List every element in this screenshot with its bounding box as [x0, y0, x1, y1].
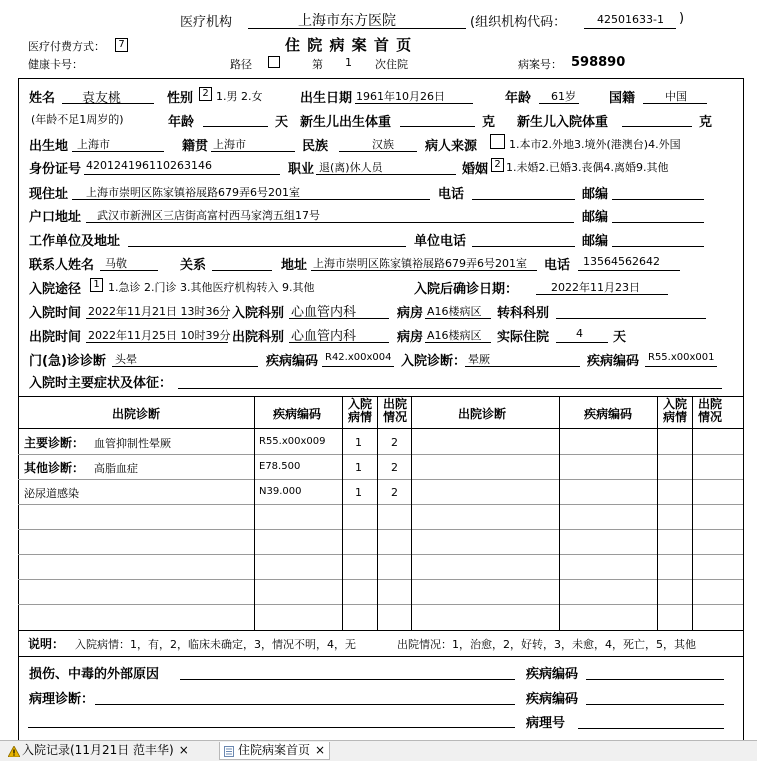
confirm-date: 2022年11月23日: [551, 281, 640, 294]
path-dx-label: 病理诊断：: [29, 692, 95, 707]
days-label: 实际住院: [497, 330, 550, 345]
org-code-close: ): [679, 11, 685, 26]
name-line: [62, 103, 154, 104]
other-dx-code: E78.500: [259, 461, 301, 472]
contact-addr-label: 地址: [281, 258, 308, 273]
age-line: [539, 103, 579, 104]
hukou-label: 户口地址: [29, 210, 82, 225]
contact-name: 马敬: [105, 257, 127, 270]
out-dept-line: [289, 342, 389, 343]
out-dept: 心血管内科: [291, 329, 357, 344]
job-line: [316, 174, 456, 175]
birth-date: 1961年10月26日: [356, 90, 445, 103]
tab-admission-record[interactable]: [4, 742, 193, 759]
col-line: [411, 396, 412, 630]
out-dept-label: 出院科别: [232, 330, 285, 345]
id-number: 420124196110263146: [86, 159, 212, 172]
third-dx-code: N39.000: [259, 486, 302, 497]
row-line: [18, 529, 743, 530]
ward-line2: [425, 342, 491, 343]
row-line: [18, 604, 743, 605]
gram-unit2: 克: [699, 115, 713, 130]
contact-addr-line: [311, 270, 537, 271]
row-line: [18, 504, 743, 505]
page-title: 住 院 病 案 首 页: [285, 36, 413, 54]
contact-name-line: [100, 270, 158, 271]
injury-line: [180, 679, 515, 680]
phone-line: [472, 199, 575, 200]
pay-label: 医疗付费方式：: [28, 40, 105, 53]
col-line: [559, 396, 560, 630]
clinic-dx-label: 门(急)诊诊断: [29, 354, 106, 369]
org-code-label: (组织机构代码：: [470, 15, 567, 30]
header-code-2: 疾病编码: [584, 407, 633, 421]
contact-phone: 13564562642: [583, 255, 660, 268]
col-line: [342, 396, 343, 630]
in-time-line: [86, 318, 228, 319]
in-dept-line: [289, 318, 389, 319]
birth-line: [355, 103, 473, 104]
org-code: 42501633-1: [597, 13, 664, 26]
source-label: 病人来源: [425, 139, 478, 154]
post-line: [612, 199, 704, 200]
nb-adm-weight-label: 新生儿入院体重: [517, 115, 609, 130]
document-icon: [224, 745, 235, 756]
in-dept-label: 入院科别: [232, 306, 285, 321]
main-dx-code: R55.x00x009: [259, 436, 326, 447]
other-dx-in: 1: [355, 461, 362, 474]
ethnic-label: 民族: [302, 139, 329, 154]
header-discharge-dx-2: 出院诊断: [458, 407, 507, 421]
ward-value2: A16楼病区: [427, 329, 482, 342]
path-code-line: [586, 704, 724, 705]
frame-top: [18, 78, 743, 79]
clinic-dx-line: [112, 366, 258, 367]
note-in-condition: 入院病情：1，有，2，临床未确定，3，情况不明，4，无: [75, 638, 356, 651]
id-label: 身份证号: [29, 162, 82, 177]
in-time: 2022年11月21日 13时36分: [88, 305, 231, 318]
col-line: [254, 396, 255, 630]
org-label: 医疗机构: [180, 15, 233, 30]
clinic-code-line: [322, 366, 394, 367]
main-dx-prefix: 主要诊断：: [24, 436, 85, 450]
injury-label: 损伤、中毒的外部原因: [29, 667, 160, 682]
phone-label: 电话: [438, 187, 465, 202]
route-label: 入院途径: [29, 282, 82, 297]
frame-left: [18, 78, 19, 740]
nb-weight-label: 新生儿出生体重: [300, 115, 392, 130]
name-label: 姓名: [29, 91, 56, 106]
table-header-bottom: [18, 428, 743, 429]
transfer-label: 转科科别: [497, 306, 550, 321]
path-dx-line-2: [28, 727, 515, 728]
out-time-line: [86, 342, 228, 343]
source-options: 1.本市2.外地3.境外(港澳台)4.外国: [509, 138, 681, 151]
times-label: 次住院: [375, 58, 408, 71]
close-icon[interactable]: ×: [178, 743, 189, 757]
work-line: [128, 246, 406, 247]
post-label2: 邮编: [582, 210, 609, 225]
path-dx-line: [95, 704, 515, 705]
hukou-value: 武汉市新洲区三店街高富村西马家湾五组17号: [97, 209, 320, 222]
address-label: 现住址: [29, 187, 69, 202]
nation-label: 国籍: [609, 91, 636, 106]
injury-code-label: 疾病编码: [526, 667, 579, 682]
nation-value: 中国: [665, 90, 687, 103]
other-dx-out: 2: [391, 461, 398, 474]
id-line: [84, 174, 280, 175]
route-box[interactable]: 1: [90, 277, 103, 292]
post-label: 邮编: [582, 187, 609, 202]
table-top: [18, 396, 743, 397]
tab-case-front-label: 住院病案首页: [238, 743, 311, 757]
in-dx-line: [465, 366, 580, 367]
hukou-line: [86, 222, 574, 223]
job-value: 退(离)休人员: [319, 161, 383, 174]
ethnic-value: 汉族: [372, 138, 394, 151]
tab-admission-label: 入院记录(11月21日 范丰华): [22, 743, 174, 757]
post-line2: [612, 222, 704, 223]
header-in-condition-2: 入院病情: [662, 397, 687, 424]
route-options: 1.急诊 2.门诊 3.其他医疗机构转入 9.其他: [108, 281, 315, 294]
path-no-line: [578, 728, 724, 729]
org-code-line: [584, 28, 676, 29]
infant-age-label: 年龄: [168, 115, 195, 130]
symptom-label: 入院时主要症状及体征：: [29, 376, 173, 391]
other-dx-name: 高脂血症: [94, 462, 138, 475]
ward-line: [425, 318, 491, 319]
pay-box[interactable]: 7: [115, 37, 128, 52]
address-line: [72, 199, 430, 200]
native-value: 上海市: [213, 138, 246, 151]
col-line: [657, 396, 658, 630]
ward-label2: 病房: [397, 330, 424, 345]
work-phone-line: [472, 246, 575, 247]
col-line: [377, 396, 378, 630]
row-line: [18, 454, 743, 455]
address-value: 上海市崇明区陈家镇裕展路679弄6号201室: [86, 186, 300, 199]
native-label: 籍贯: [182, 139, 209, 154]
clinic-code: R42.x00x004: [325, 352, 392, 363]
main-dx-out: 2: [391, 436, 398, 449]
nth-label: 第: [312, 58, 323, 71]
other-dx-prefix: 其他诊断：: [24, 461, 85, 475]
in-time-label: 入院时间: [29, 306, 82, 321]
note-label: 说明：: [28, 637, 65, 651]
case-no-label: 病案号：: [518, 58, 562, 71]
out-time: 2022年11月25日 10时39分: [88, 329, 231, 342]
in-code: R55.x00x001: [648, 352, 715, 363]
sex-options: 1.男 2.女: [216, 90, 263, 103]
day-unit: 天: [275, 115, 289, 130]
marriage-options: 1.未婚2.已婚3.丧偶4.离婚9.其他: [506, 161, 669, 174]
row-line: [18, 554, 743, 555]
relation-line: [212, 270, 272, 271]
age-label: 年龄: [505, 91, 532, 106]
nb-weight-line: [400, 126, 475, 127]
in-code-label: 疾病编码: [587, 354, 640, 369]
health-card-label: 健康卡号：: [28, 58, 83, 71]
days-unit: 天: [613, 330, 627, 345]
col-line: [692, 396, 693, 630]
post-line3: [612, 246, 704, 247]
footer-top-line: [18, 656, 743, 657]
confirm-line: [536, 294, 668, 295]
header-in-condition: 入院病情: [347, 397, 372, 424]
in-code-line: [645, 366, 717, 367]
marriage-box[interactable]: 2: [491, 157, 504, 172]
frame-right: [743, 78, 744, 740]
transfer-line: [556, 318, 706, 319]
source-box[interactable]: [490, 134, 505, 149]
infant-note: (年龄不足1周岁的): [31, 113, 124, 126]
row-line: [18, 479, 743, 480]
third-dx-name: 泌尿道感染: [24, 487, 79, 500]
gram-unit: 克: [482, 115, 496, 130]
infant-age-line: [203, 126, 268, 127]
document-warning-icon: [8, 745, 19, 756]
ward-label: 病房: [397, 306, 424, 321]
document-tab-bar: [0, 740, 757, 761]
close-icon[interactable]: ×: [315, 743, 326, 757]
path-code-label: 疾病编码: [526, 692, 579, 707]
days-value: 4: [576, 327, 583, 340]
nb-adm-weight-line: [622, 126, 692, 127]
tab-case-front-page[interactable]: [219, 742, 330, 760]
main-dx-in: 1: [355, 436, 362, 449]
in-dept: 心血管内科: [291, 305, 357, 320]
contact-phone-line: [578, 270, 680, 271]
injury-code-line: [586, 679, 724, 680]
ethnic-line: [339, 151, 417, 152]
header-discharge-dx: 出院诊断: [112, 407, 161, 421]
birthplace-value: 上海市: [77, 138, 110, 151]
birthplace-line: [72, 151, 164, 152]
ward-value: A16楼病区: [427, 305, 482, 318]
row-line: [18, 579, 743, 580]
post-label3: 邮编: [582, 234, 609, 249]
marriage-label: 婚姻: [462, 162, 489, 177]
in-dx-label: 入院诊断：: [401, 354, 467, 369]
path-label: 路径: [230, 58, 252, 71]
work-label: 工作单位及地址: [29, 234, 121, 249]
third-dx-out: 2: [391, 486, 398, 499]
path-checkbox[interactable]: [268, 56, 280, 68]
symptom-line: [178, 388, 722, 389]
contact-label: 联系人姓名: [29, 258, 95, 273]
third-dx-in: 1: [355, 486, 362, 499]
work-phone-label: 单位电话: [414, 234, 467, 249]
job-label: 职业: [288, 162, 315, 177]
native-line: [211, 151, 295, 152]
case-no: 598890: [571, 55, 626, 70]
patient-name: 袁友桃: [82, 91, 122, 106]
org-name-line: [248, 28, 466, 29]
org-name: 上海市东方医院: [298, 13, 396, 29]
note-out-status: 出院情况：1，治愈，2，好转，3，未愈，4，死亡，5，其他: [397, 638, 696, 651]
contact-address: 上海市崇明区陈家镇裕展路679弄6号201室: [313, 257, 527, 270]
table-bottom: [18, 630, 743, 631]
age-value: 61岁: [551, 90, 576, 103]
confirm-label: 入院后确诊日期：: [414, 282, 519, 297]
days-line: [556, 342, 608, 343]
birth-label: 出生日期: [300, 91, 353, 106]
sex-label: 性别: [167, 91, 194, 106]
birthplace-label: 出生地: [29, 139, 69, 154]
nation-line: [643, 103, 707, 104]
contact-phone-label: 电话: [544, 258, 571, 273]
sex-box[interactable]: 2: [199, 86, 212, 101]
main-dx-name: 血管抑制性晕厥: [94, 437, 171, 450]
header-code: 疾病编码: [273, 407, 322, 421]
header-out-status: 出院情况: [382, 397, 407, 424]
in-dx: 晕厥: [468, 353, 490, 366]
clinic-dx: 头晕: [115, 353, 137, 366]
clinic-code-label: 疾病编码: [266, 354, 319, 369]
path-no-label: 病理号: [526, 716, 566, 731]
nth-value: 1: [345, 56, 352, 69]
out-time-label: 出院时间: [29, 330, 82, 345]
header-out-status-2: 出院情况: [697, 397, 722, 424]
relation-label: 关系: [180, 258, 207, 273]
